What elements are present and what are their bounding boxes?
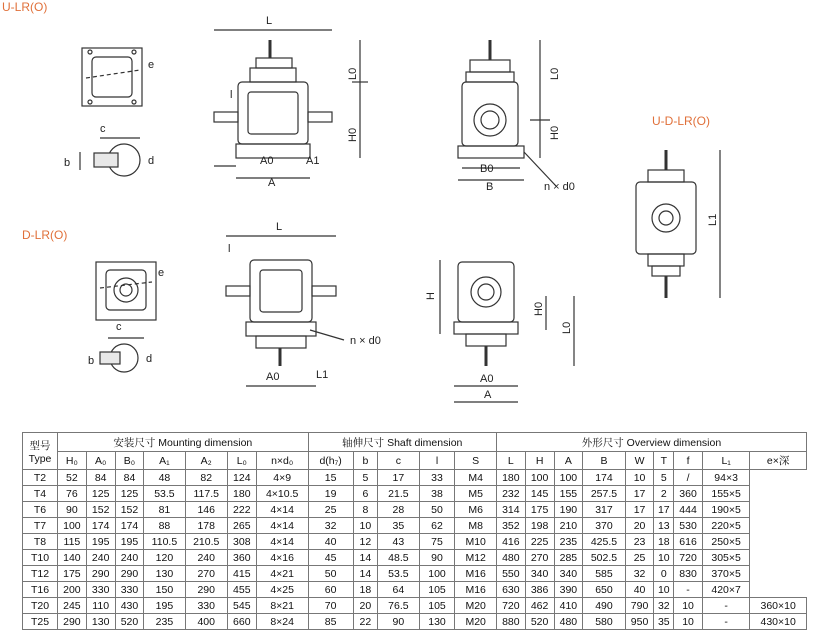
table-cell: 5 [654,470,674,486]
table-cell: 6 [353,486,378,502]
table-cell: 240 [185,550,227,566]
type-cell: T8 [23,534,58,550]
table-cell: 48.5 [378,550,419,566]
type-cell: T16 [23,582,58,598]
table-cell: 12 [353,534,378,550]
table-cell: 314 [496,502,525,518]
table-cell: 10 [654,550,674,566]
table-cell: 100 [419,566,455,582]
svg-text:H0: H0 [533,301,545,316]
table-cell: 4×14 [256,502,308,518]
table-cell: 115 [58,534,87,550]
table-cell: 17 [654,502,674,518]
table-cell: 82 [185,470,227,486]
table-cell: 60 [308,582,353,598]
table-cell: 370×5 [702,566,749,582]
table-row [23,486,807,502]
type-cell: T7 [23,518,58,534]
column-header: A₂ [185,452,227,470]
table-cell: 85 [308,614,353,630]
table-cell: 4×14 [256,518,308,534]
table-row [23,534,807,550]
table-cell: 270 [185,566,227,582]
table-cell: 48 [144,470,185,486]
svg-text:L0: L0 [561,321,573,334]
u-lr-dim-L: L [266,15,273,27]
column-header: L₀ [227,452,256,470]
svg-text:L1: L1 [707,213,719,226]
table-row [23,470,807,486]
table-cell: 462 [525,598,554,614]
svg-text:n × d0: n × d0 [544,181,575,193]
table-cell: 84 [86,470,115,486]
table-cell: 245 [58,598,87,614]
table-cell: 530 [674,518,703,534]
table-cell: 33 [419,470,455,486]
column-header: n×d₀ [256,452,308,470]
table-cell: 152 [115,502,144,518]
table-cell: 210 [554,518,583,534]
table-cell: 32 [308,518,353,534]
table-row [23,614,807,630]
table-cell: 117.5 [185,486,227,502]
column-header: T [654,452,674,470]
table-cell: 305×5 [702,550,749,566]
svg-text:L: L [276,221,283,233]
table-cell: 720 [674,550,703,566]
d-lr-top-view [96,262,156,320]
table-cell: 200 [58,582,87,598]
table-cell: 195 [115,534,144,550]
table-cell: 10 [674,614,703,630]
svg-text:l: l [230,89,233,101]
table-row [23,598,807,614]
table-cell: 455 [227,582,256,598]
table-cell: 14 [353,550,378,566]
table-cell: 580 [583,614,625,630]
svg-text:e: e [148,59,155,71]
table-cell: 43 [378,534,419,550]
table-cell: 285 [554,550,583,566]
table-cell: 40 [308,534,353,550]
svg-text:H: H [425,292,437,300]
mounting-group-header: 安装尺寸 Mounting dimension [58,433,309,452]
table-row [23,518,807,534]
table-cell: 100 [525,470,554,486]
table-cell: M6 [455,502,497,518]
table-cell: 20 [353,598,378,614]
table-cell: 360 [227,550,256,566]
svg-text:b: b [88,355,95,367]
table-cell: 100 [554,470,583,486]
table-cell: 13 [654,518,674,534]
table-cell: 330 [115,582,144,598]
table-cell: 232 [496,486,525,502]
table-cell: 360×10 [750,598,807,614]
table-cell: 70 [308,598,353,614]
column-header: B₀ [115,452,144,470]
table-cell: 40 [625,582,654,598]
table-cell: M12 [455,550,497,566]
table-cell: 235 [144,614,185,630]
table-cell: 616 [674,534,703,550]
table-cell: 10 [625,470,654,486]
svg-text:A0: A0 [266,371,280,383]
table-cell: 340 [554,566,583,582]
table-cell: M10 [455,534,497,550]
table-cell: 425.5 [583,534,625,550]
column-header: B [583,452,625,470]
table-cell: 105 [419,582,455,598]
table-cell: 225 [525,534,554,550]
table-cell: 18 [654,534,674,550]
table-cell: 145 [525,486,554,502]
table-cell: 2 [654,486,674,502]
table-cell: M20 [455,614,497,630]
svg-text:l: l [228,243,231,255]
column-header: A₀ [86,452,115,470]
table-cell: 21.5 [378,486,419,502]
table-cell: 10 [654,582,674,598]
table-cell: 790 [625,598,654,614]
table-cell: 35 [378,518,419,534]
table-cell: 15 [308,470,353,486]
column-header: l [419,452,455,470]
table-row [23,582,807,598]
table-cell: 0 [654,566,674,582]
table-cell: 105 [419,598,455,614]
table-cell: 317 [583,502,625,518]
overview-group-header: 外形尺寸 Overview dimension [496,433,806,452]
table-cell: 290 [58,614,87,630]
table-cell: 84 [115,470,144,486]
table-cell: 4×14 [256,534,308,550]
table-cell: / [674,470,703,486]
table-cell: 180 [227,486,256,502]
d-lr-label: D-LR(O) [22,228,68,242]
table-cell: 32 [625,566,654,582]
svg-text:B: B [486,181,494,193]
table-cell: 150 [144,582,185,598]
table-cell: 90 [419,550,455,566]
table-cell: 23 [625,534,654,550]
table-cell: 290 [115,566,144,582]
table-cell: 4×16 [256,550,308,566]
table-cell: 88 [144,518,185,534]
table-cell: 28 [378,502,419,518]
column-header: A₁ [144,452,185,470]
u-lr-shaft-section [80,138,140,176]
table-cell: 8×24 [256,614,308,630]
type-cell: T12 [23,566,58,582]
table-cell: M20 [455,598,497,614]
table-cell: 14 [353,566,378,582]
table-cell: 195 [144,598,185,614]
column-header: A [554,452,583,470]
table-cell: 8 [353,502,378,518]
column-header: d(h₇) [308,452,353,470]
table-body [23,470,807,630]
table-cell: 94×3 [702,470,749,486]
table-cell: 53.5 [144,486,185,502]
d-lr-side-view [440,260,574,402]
table-cell: 22 [353,614,378,630]
table-cell: 250×5 [702,534,749,550]
table-cell: 81 [144,502,185,518]
svg-text:b: b [64,157,71,169]
u-lr-top-view [82,48,142,106]
table-row [23,550,807,566]
table-cell: 178 [185,518,227,534]
table-cell: 290 [86,566,115,582]
specification-table [22,432,807,630]
table-cell: 550 [496,566,525,582]
column-header-row [23,452,807,470]
table-row [23,502,807,518]
table-cell: 520 [525,614,554,630]
table-cell: 400 [185,614,227,630]
table-cell: - [674,582,703,598]
table-cell: M8 [455,518,497,534]
u-lr-front-view [214,30,368,178]
table-cell: 222 [227,502,256,518]
u-d-lr-label: U-D-LR(O) [652,114,710,128]
table-cell: 585 [583,566,625,582]
table-cell: 257.5 [583,486,625,502]
table-cell: 76 [58,486,87,502]
table-cell: 52 [58,470,87,486]
column-header: f [674,452,703,470]
table-cell: 50 [419,502,455,518]
table-cell: 235 [554,534,583,550]
table-cell: 390 [554,582,583,598]
svg-text:L1: L1 [316,369,329,381]
table-cell: 125 [115,486,144,502]
table-cell: 308 [227,534,256,550]
table-cell: 480 [496,550,525,566]
svg-text:A0: A0 [480,373,494,385]
table-cell: 18 [353,582,378,598]
table-cell: M4 [455,470,497,486]
table-cell: 45 [308,550,353,566]
table-cell: 17 [625,502,654,518]
table-cell: 100 [58,518,87,534]
table-cell: 410 [554,598,583,614]
table-cell: 545 [227,598,256,614]
svg-text:H0: H0 [549,125,561,140]
column-header: H [525,452,554,470]
table-cell: 146 [185,502,227,518]
svg-text:e: e [158,267,165,279]
table-cell: 140 [58,550,87,566]
table-cell: 950 [625,614,654,630]
table-cell: M16 [455,582,497,598]
table-cell: 130 [419,614,455,630]
table-cell: 880 [496,614,525,630]
table-cell: 62 [419,518,455,534]
table-cell: 340 [525,566,554,582]
table-cell: 19 [308,486,353,502]
table-cell: - [702,598,749,614]
table-cell: 90 [378,614,419,630]
table-cell: 240 [115,550,144,566]
table-cell: 8×21 [256,598,308,614]
type-cell: T25 [23,614,58,630]
table-cell: M5 [455,486,497,502]
table-cell: 830 [674,566,703,582]
table-cell: 520 [115,614,144,630]
table-cell: 50 [308,566,353,582]
column-header: c [378,452,419,470]
table-cell: 630 [496,582,525,598]
table-cell: 330 [86,582,115,598]
table-cell: 415 [227,566,256,582]
d-lr-front-view [226,236,344,386]
table-cell: 125 [86,486,115,502]
column-header: e×深 [750,452,807,470]
table-cell: 25 [625,550,654,566]
table-cell: 25 [308,502,353,518]
table-cell: 195 [86,534,115,550]
table-cell: 124 [227,470,256,486]
d-lr-shaft-section [100,338,144,372]
table-cell: 180 [496,470,525,486]
table-cell: 175 [525,502,554,518]
svg-text:L0: L0 [549,67,561,80]
table-cell: 10 [353,518,378,534]
table-cell: 5 [353,470,378,486]
svg-text:d: d [148,155,155,167]
type-cell: T2 [23,470,58,486]
table-cell: 386 [525,582,554,598]
table-cell: 130 [86,614,115,630]
table-cell: 370 [583,518,625,534]
table-cell: 265 [227,518,256,534]
table-cell: 20 [625,518,654,534]
type-cell: T4 [23,486,58,502]
table-cell: 220×5 [702,518,749,534]
svg-text:A: A [268,177,276,189]
table-cell: 174 [86,518,115,534]
column-header: H₀ [58,452,87,470]
type-cell: T20 [23,598,58,614]
table-cell: 4×25 [256,582,308,598]
table-cell: 330 [185,598,227,614]
type-header: 型号 Type [23,433,58,470]
table-cell: 90 [58,502,87,518]
table-cell: 502.5 [583,550,625,566]
table-cell: 650 [583,582,625,598]
table-cell: 10 [674,598,703,614]
table-cell: 420×7 [702,582,749,598]
svg-text:n × d0: n × d0 [350,335,381,347]
table-cell: 75 [419,534,455,550]
table-cell: 174 [115,518,144,534]
table-cell: 175 [58,566,87,582]
type-cell: T6 [23,502,58,518]
table-cell: 130 [144,566,185,582]
svg-text:c: c [116,321,122,333]
table-cell: - [702,614,749,630]
table-cell: 120 [144,550,185,566]
table-cell: 660 [227,614,256,630]
column-header: S [455,452,497,470]
table-cell: 174 [583,470,625,486]
column-header: L [496,452,525,470]
column-header: W [625,452,654,470]
table-cell: 290 [185,582,227,598]
table-cell: 352 [496,518,525,534]
table-cell: 64 [378,582,419,598]
table-cell: 416 [496,534,525,550]
table-cell: 190×5 [702,502,749,518]
svg-text:H0: H0 [347,127,359,142]
svg-text:A0: A0 [260,155,274,167]
table-cell: 4×10.5 [256,486,308,502]
table-cell: 480 [554,614,583,630]
table-cell: 270 [525,550,554,566]
table-cell: 240 [86,550,115,566]
table-cell: 110 [86,598,115,614]
table-cell: 76.5 [378,598,419,614]
u-lr-label: U-LR(O) [2,0,48,14]
table-cell: M16 [455,566,497,582]
table-cell: 430×10 [750,614,807,630]
svg-text:B0: B0 [480,163,494,175]
table-cell: 444 [674,502,703,518]
table-cell: 190 [554,502,583,518]
table-cell: 110.5 [144,534,185,550]
table-cell: 53.5 [378,566,419,582]
table-cell: 4×21 [256,566,308,582]
table-cell: 490 [583,598,625,614]
table-cell: 198 [525,518,554,534]
svg-text:A: A [484,389,492,401]
table-cell: 430 [115,598,144,614]
table-cell: 155 [554,486,583,502]
table-cell: 720 [496,598,525,614]
u-lr-side-view [458,40,556,186]
type-cell: T10 [23,550,58,566]
table-cell: 152 [86,502,115,518]
table-cell: 17 [378,470,419,486]
table-cell: 35 [654,614,674,630]
table-cell: 360 [674,486,703,502]
column-header: b [353,452,378,470]
table-cell: 38 [419,486,455,502]
svg-text:L0: L0 [347,67,359,80]
table-cell: 32 [654,598,674,614]
table-cell: 155×5 [702,486,749,502]
table-row [23,566,807,582]
svg-text:d: d [146,353,153,365]
shaft-group-header: 轴伸尺寸 Shaft dimension [308,433,496,452]
column-header: L₁ [702,452,749,470]
svg-text:c: c [100,123,106,135]
table-cell: 210.5 [185,534,227,550]
table-cell: 4×9 [256,470,308,486]
table-cell: 17 [625,486,654,502]
svg-text:A1: A1 [306,155,320,167]
